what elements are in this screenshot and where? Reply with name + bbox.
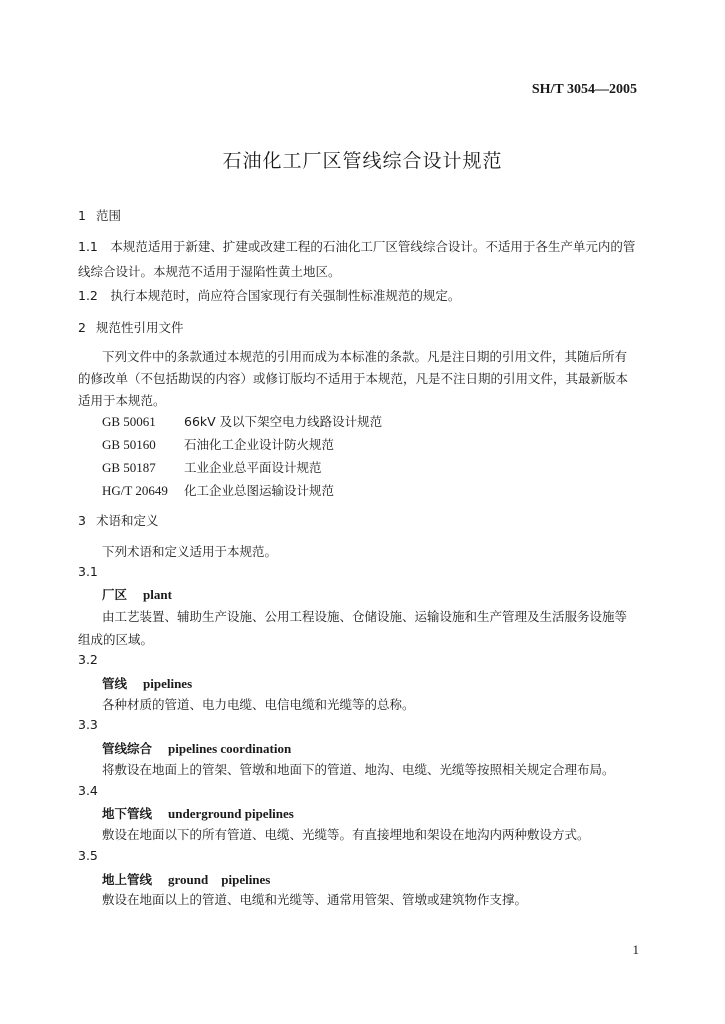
section-3-heading bbox=[78, 511, 159, 529]
term-zh: 厂区 bbox=[102, 587, 128, 602]
reference-item bbox=[102, 481, 334, 499]
term-heading bbox=[102, 585, 172, 603]
term-zh: 地上管线 bbox=[102, 872, 153, 887]
term-definition: 敷设在地面以下的所有管道、电缆、光缆等。有直接埋地和架设在地沟内两种敷设方式。 bbox=[102, 827, 590, 842]
document-title: 石油化工厂区管线综合设计规范 bbox=[222, 150, 503, 172]
term-number: 3.3 bbox=[78, 717, 98, 732]
term-en: pipelines bbox=[143, 676, 193, 691]
term-en: pipelines coordination bbox=[168, 741, 292, 756]
reference-code: GB 50061 bbox=[102, 414, 156, 429]
term-en: ground pipelines bbox=[168, 872, 271, 887]
reference-item bbox=[102, 458, 322, 476]
clause-1-2: 1.2 执行本规范时，尚应符合国家现行有关强制性标准规范的规定。 bbox=[78, 288, 461, 303]
section-2-para-line-1: 下列文件中的条款通过本规范的引用而成为本标准的条款。凡是注日期的引用文件，其随后所有 bbox=[102, 349, 628, 364]
term-heading bbox=[102, 674, 192, 692]
section-3-intro: 下列术语和定义适用于本规范。 bbox=[102, 544, 278, 559]
reference-title: 工业企业总平面设计规范 bbox=[184, 460, 322, 475]
section-title: 规范性引用文件 bbox=[96, 320, 184, 335]
term-en: underground pipelines bbox=[168, 806, 294, 821]
term-heading bbox=[102, 804, 294, 822]
section-2-heading bbox=[78, 318, 184, 336]
reference-item bbox=[102, 412, 382, 430]
term-en: plant bbox=[143, 587, 172, 602]
term-zh: 地下管线 bbox=[102, 806, 153, 821]
section-title: 术语和定义 bbox=[96, 513, 159, 528]
section-2-para-line-2: 的修改单（不包括勘误的内容）或修订版均不适用于本规范，凡是不注日期的引用文件，其最新版本 bbox=[78, 371, 629, 386]
reference-title: 66kV 及以下架空电力线路设计规范 bbox=[184, 414, 383, 429]
term-definition: 各种材质的管道、电力电缆、电信电缆和光缆等的总称。 bbox=[102, 697, 415, 712]
term-number: 3.4 bbox=[78, 783, 98, 798]
section-1-heading bbox=[78, 206, 121, 224]
section-number: 3 bbox=[78, 513, 86, 528]
page-number: 1 bbox=[632, 942, 639, 957]
section-number: 2 bbox=[78, 320, 86, 335]
term-definition: 敷设在地面以上的管道、电缆和光缆等、通常用管架、管墩或建筑物作支撑。 bbox=[102, 892, 528, 907]
term-heading bbox=[102, 869, 270, 888]
term-zh: 管线综合 bbox=[102, 741, 153, 756]
term-heading bbox=[102, 739, 291, 757]
term-number: 3.2 bbox=[78, 652, 98, 667]
reference-title: 化工企业总图运输设计规范 bbox=[184, 483, 335, 498]
term-number: 3.1 bbox=[78, 564, 98, 579]
standard-code: SH/T 3054—2005 bbox=[531, 82, 637, 97]
term-number: 3.5 bbox=[78, 848, 98, 863]
term-zh: 管线 bbox=[102, 676, 128, 691]
clause-1-1-line-2: 线综合设计。本规范不适用于湿陷性黄土地区。 bbox=[78, 264, 341, 279]
term-definition-line-2: 组成的区域。 bbox=[78, 632, 154, 647]
clause-1-1-line-1: 1.1 本规范适用于新建、扩建或改建工程的石油化工厂区管线综合设计。不适用于各生产单元内的管 bbox=[78, 239, 636, 254]
reference-item bbox=[102, 435, 334, 453]
reference-code: GB 50187 bbox=[102, 460, 156, 475]
reference-title: 石油化工企业设计防火规范 bbox=[184, 437, 335, 452]
term-definition-line-1: 由工艺装置、辅助生产设施、公用工程设施、仓储设施、运输设施和生产管理及生活服务设施等 bbox=[102, 609, 628, 624]
section-2-para-line-3: 适用于本规范。 bbox=[78, 393, 166, 408]
reference-code: HG/T 20649 bbox=[102, 483, 168, 498]
section-title: 范围 bbox=[96, 208, 122, 223]
reference-code: GB 50160 bbox=[102, 437, 156, 452]
section-number: 1 bbox=[78, 208, 86, 223]
term-definition: 将敷设在地面上的管架、管墩和地面下的管道、地沟、电缆、光缆等按照相关规定合理布局。 bbox=[102, 762, 615, 777]
